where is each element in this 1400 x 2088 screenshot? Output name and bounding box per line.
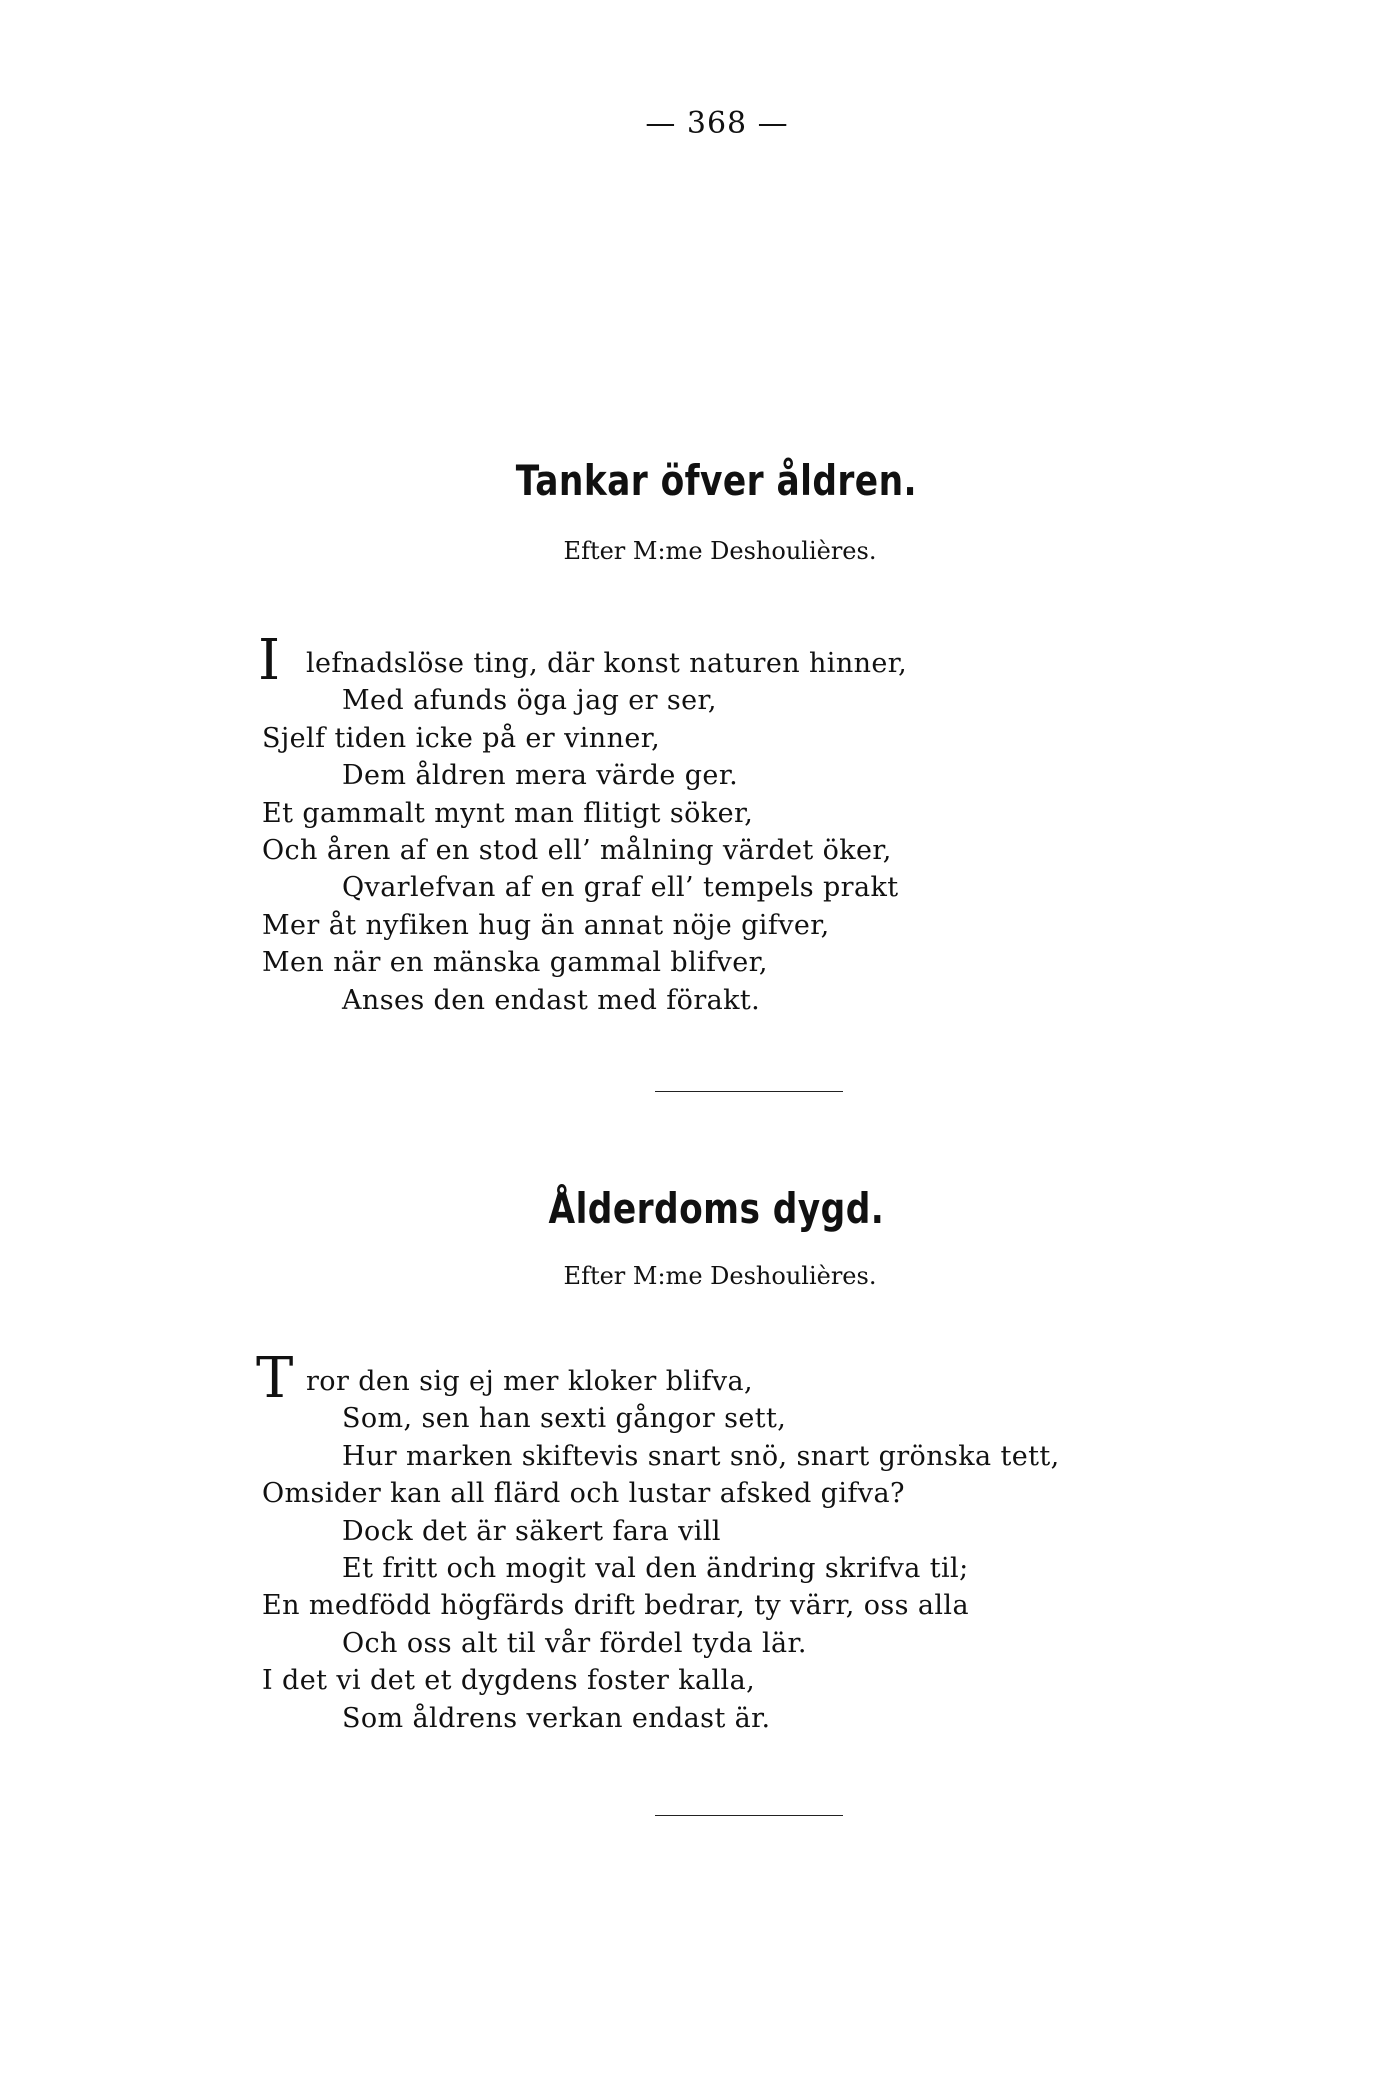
section-divider <box>655 1091 843 1092</box>
poem-line: Som, sen han sexti gångor sett, <box>342 1403 787 1435</box>
poem-line: En medfödd högfärds drift bedrar, ty värr, oss alla <box>262 1590 969 1622</box>
poem-stanza <box>258 628 1262 1019</box>
poem-line: Sjelf tiden icke på er vinner, <box>262 722 661 754</box>
poem-subtitle: Efter M:me Deshoulières. <box>563 537 877 565</box>
poem-subtitle: Efter M:me Deshoulières. <box>563 1262 877 1290</box>
poem-line: Som åldrens verkan endast är. <box>342 1702 771 1734</box>
poem-line: Hur marken skiftevis snart snö, snart grönska tett, <box>342 1440 1060 1472</box>
drop-cap: I <box>258 628 281 693</box>
poem-line: Mer åt nyfiken hug än annat nöje gifver, <box>262 909 830 941</box>
poem-line: Et gammalt mynt man flitigt söker, <box>262 797 754 829</box>
poem-line: Men när en mänska gammal blifver, <box>262 947 768 979</box>
poem-line <box>256 1346 1262 1411</box>
poem-line-text: ror den sig ej mer kloker blifva, <box>306 1366 754 1397</box>
poem-line: I det vi det et dygdens foster kalla, <box>262 1665 756 1697</box>
section-divider <box>655 1815 843 1816</box>
poem-line: Dem åldren mera värde ger. <box>342 760 739 792</box>
page-number: — 368 — <box>645 106 789 141</box>
poem-stanza <box>256 1346 1262 1737</box>
poem-line-text: lefnadslöse ting, där konst naturen hinner, <box>306 648 908 679</box>
poem-line: Qvarlefvan af en graf ell’ tempels prakt <box>342 872 899 904</box>
poem-line: Och åren af en stod ell’ målning värdet öker, <box>262 834 892 866</box>
poem-line: Anses den endast med förakt. <box>342 984 761 1016</box>
poem-line <box>258 628 1262 693</box>
poem-title: Ålderdoms dygd. <box>548 1184 885 1233</box>
poem-line: Omsider kan all flärd och lustar afsked gifva? <box>262 1478 905 1510</box>
poem-title: Tankar öfver åldren. <box>515 456 918 505</box>
poem-line: Et fritt och mogit val den ändring skrifva til; <box>342 1552 969 1584</box>
poem-line: Med afunds öga jag er ser, <box>342 685 717 717</box>
drop-cap: T <box>256 1346 294 1411</box>
poem-line: Dock det är säkert fara vill <box>342 1515 721 1547</box>
poem-line: Och oss alt til vår fördel tyda lär. <box>342 1627 807 1659</box>
